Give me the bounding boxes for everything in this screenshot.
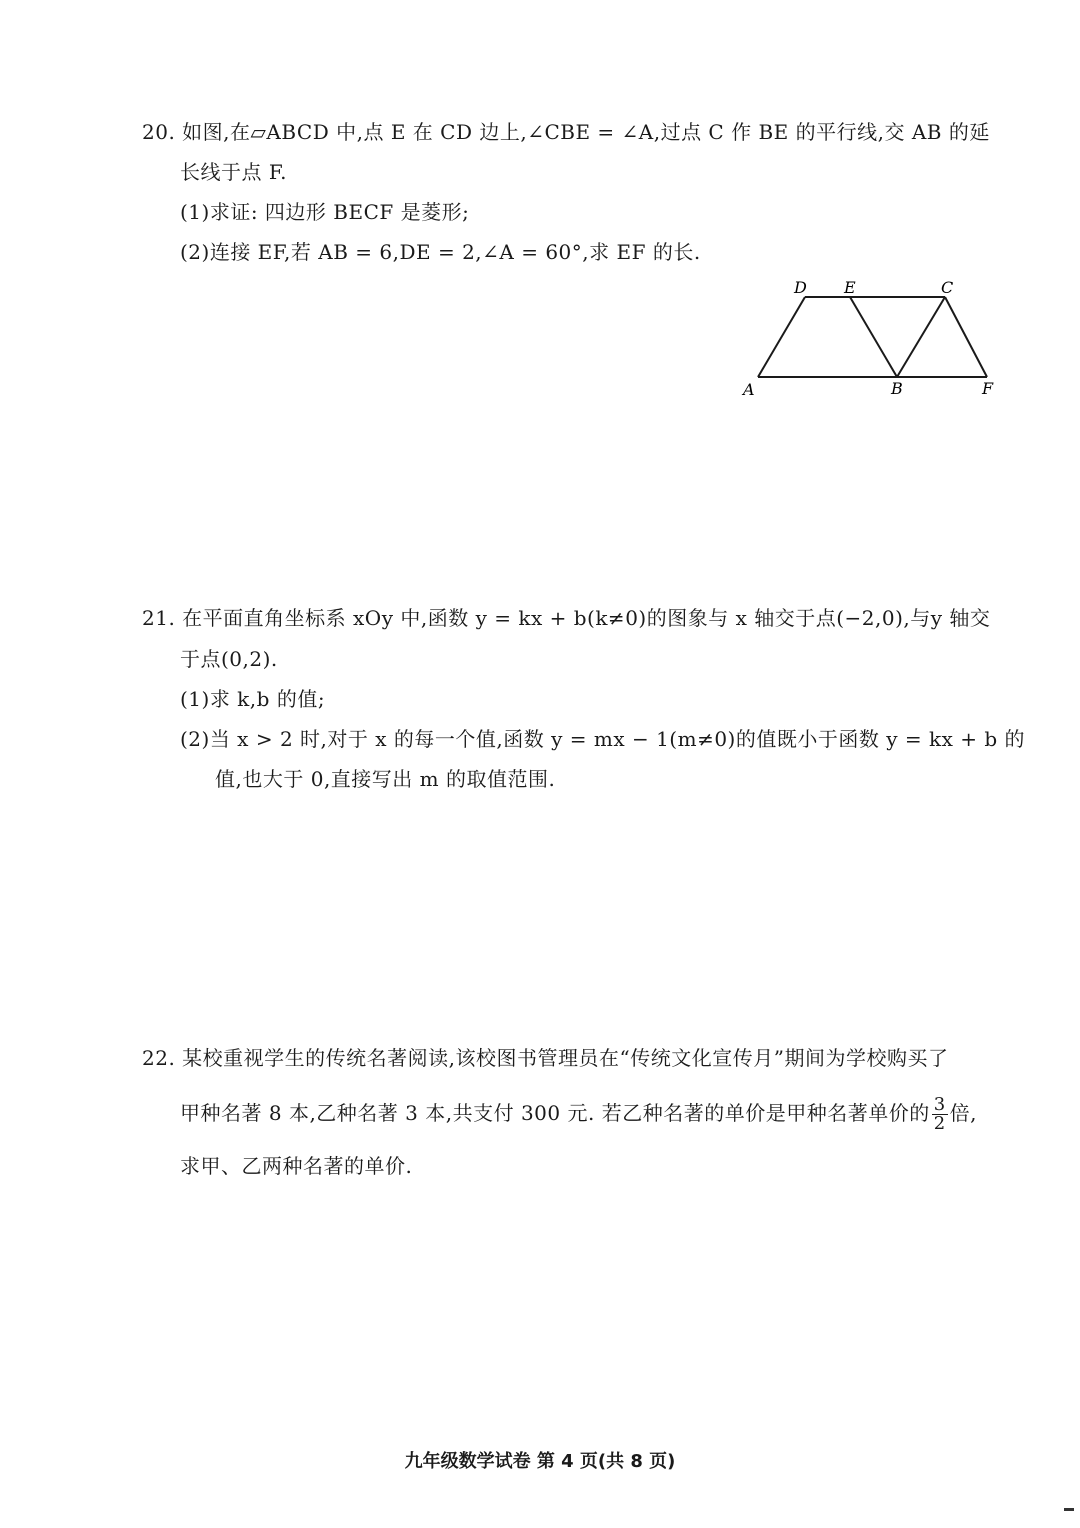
fraction-numerator: 3 (933, 1094, 946, 1115)
q20-line1: 20. 如图,在▱ABCD 中,点 E 在 CD 边上,∠CBE = ∠A,过点 C 作 BE 的平行线,交 AB 的延 (142, 120, 990, 144)
q22-line3: 求甲、乙两种名著的单价. (180, 1154, 413, 1178)
q22-line2 (180, 1096, 977, 1133)
label-C: C (941, 278, 954, 297)
q20-part1: (1)求证: 四边形 BECF 是菱形; (180, 200, 470, 224)
q21-part1: (1)求 k,b 的值; (180, 687, 326, 711)
q22-line2-suffix: 倍, (949, 1101, 978, 1125)
label-F: F (982, 379, 994, 398)
q20-geometry-figure (730, 270, 1010, 405)
segment-CF (945, 297, 987, 377)
label-D: D (794, 278, 807, 297)
q20-line2: 长线于点 F. (180, 160, 287, 184)
q22-line1: 22. 某校重视学生的传统名著阅读,该校图书管理员在“传统文化宣传月”期间为学校购买了 (142, 1046, 949, 1070)
q21-line1: 21. 在平面直角坐标系 xOy 中,函数 y = kx + b(k≠0)的图象与 x 轴交于点(−2,0),与y 轴交 (142, 606, 991, 630)
label-E: E (844, 278, 856, 297)
segment-AD (758, 297, 805, 377)
fraction-denominator: 2 (933, 1113, 946, 1134)
scan-edge-mark (1064, 1508, 1074, 1511)
page-footer: 九年级数学试卷 第 4 页(共 8 页) (404, 1451, 676, 1472)
q22-fraction (932, 1096, 948, 1133)
q21-part2-line2: 值,也大于 0,直接写出 m 的取值范围. (215, 767, 556, 791)
label-A: A (743, 380, 755, 399)
q20-part2: (2)连接 EF,若 AB = 6,DE = 2,∠A = 60°,求 EF 的长. (180, 240, 701, 264)
q21-part2-line1: (2)当 x > 2 时,对于 x 的每一个值,函数 y = mx − 1(m≠0)的值既小于函数 y = kx + b 的 (180, 727, 1026, 751)
q21-line2: 于点(0,2). (180, 647, 278, 671)
label-B: B (891, 379, 903, 398)
segment-EB (850, 297, 897, 377)
segment-BC (897, 297, 945, 377)
q22-line2-text: 甲种名著 8 本,乙种名著 3 本,共支付 300 元. 若乙种名著的单价是甲种名著单价的 (180, 1101, 930, 1125)
